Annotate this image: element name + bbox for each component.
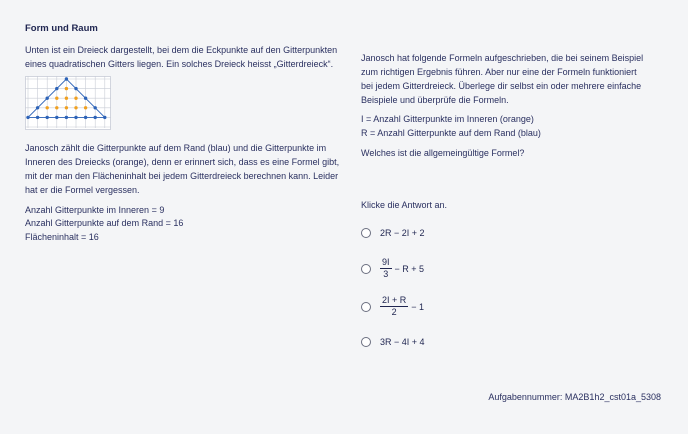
formula-c [380,295,424,318]
boundary-point [94,106,97,109]
radio-b[interactable] [361,264,371,274]
inner-point [74,106,77,109]
inner-point [55,106,58,109]
boundary-point [65,77,68,80]
inner-point [65,106,68,109]
boundary-count-text: Anzahl Gitterpunkte auf dem Rand = 16 [25,218,184,228]
boundary-point [36,106,39,109]
definition-i: I = Anzahl Gitterpunkte im Inneren (orange) [361,114,534,124]
inner-point [84,106,87,109]
formula-d: 3R − 4I + 4 [380,337,425,347]
description-text: Janosch zählt die Gitterpunkte auf dem Rand (blau) und die Gitterpunkte im Inneren des Dreiecks (orange), denn er erinnert sich, dass es eine Formel gibt, mit der man den Flächeninhalt bei jedem Gitterdreieck berechnen kann. Leider hat er die Formel vergessen. [25,143,340,195]
inner-point [55,97,58,100]
boundary-point [84,97,87,100]
formula-a: 2R − 2I + 2 [380,228,425,238]
fraction-c-numerator: 2I + R [382,295,407,305]
fraction-c-denominator: 2 [391,307,397,317]
task-text: Janosch hat folgende Formeln aufgeschrieben, die bei seinem Beispiel zum richtigen Ergebnis führen. Aber nur eine der Formeln funktioniert bei jedem Gitterdreieck. Überlege dir selbst ein oder mehrere einfache Beispiele und überprüfe die Formeln. [361,53,644,105]
boundary-point [26,116,29,119]
inner-point [46,106,49,109]
formula-b [380,257,424,280]
inner-count-text: Anzahl Gitterpunkte im Inneren = 9 [25,205,165,215]
fraction-c [380,295,408,318]
intro-text: Unten ist ein Dreieck dargestellt, bei dem die Eckpunkte auf den Gitterpunkten eines quadratischen Gitters liegen. Ein solches Dreieck heisst „Gitterdreieck“. [25,45,338,69]
boundary-point [55,87,58,90]
answer-option-a[interactable] [361,228,425,238]
formula-c-rest: − 1 [411,301,425,312]
answer-option-d[interactable] [361,337,425,347]
task-number: Aufgabennummer: MA2B1h2_cst01a_5308 [488,392,661,402]
area-text: Flächeninhalt = 16 [25,232,99,242]
boundary-point [46,97,49,100]
radio-c[interactable] [361,302,371,312]
boundary-point [74,87,77,90]
inner-point [65,97,68,100]
definition-r: R = Anzahl Gitterpunkte auf dem Rand (blau) [361,128,541,138]
boundary-point [65,116,68,119]
boundary-point [74,116,77,119]
boundary-point [84,116,87,119]
boundary-point [36,116,39,119]
boundary-point [103,116,106,119]
instruction-text: Klicke die Antwort an. [361,200,448,210]
formula-b-rest: − R + 5 [394,263,425,274]
boundary-point [55,116,58,119]
inner-point [74,97,77,100]
answer-option-c[interactable] [361,295,424,318]
task-title: Form und Raum [25,23,98,34]
inner-point [65,87,68,90]
fraction-b-numerator: 9I [382,257,390,267]
boundary-point [94,116,97,119]
fraction-b [380,257,392,280]
grid-triangle-figure [25,76,111,130]
grid-background [26,77,111,130]
radio-d[interactable] [361,337,371,347]
grid-triangle-svg [25,76,111,130]
boundary-point [46,116,49,119]
fraction-b-denominator: 3 [383,269,389,279]
question-text: Welches ist die allgemeingültige Formel? [361,148,525,158]
answer-option-b[interactable] [361,257,424,280]
radio-a[interactable] [361,228,371,238]
